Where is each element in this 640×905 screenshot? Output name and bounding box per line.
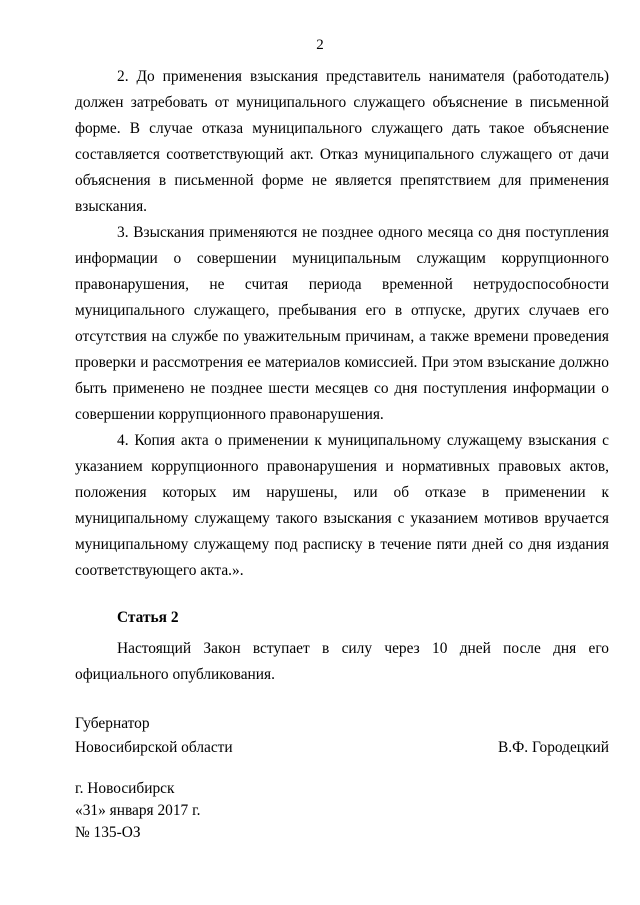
article-2-heading: Статья 2: [117, 609, 179, 626]
paragraph-3-text: 3. Взыскания применяются не позднее одного месяца со дня поступления информации о совершении муниципальным служащим коррупционного правонарушения, не считая периода временной нетрудоспособности муниципального служащего, пребывания его в отпуске, других случаев его отсутствия на службе по уважительным причинам, а также времени проведения проверки и рассмотрения ее материалов комиссией. При этом взыскание должно быть применено не позднее шести месяцев со дня поступления информации о совершении коррупционного правонарушения.: [75, 224, 609, 423]
document-number: № 135-ОЗ: [75, 824, 141, 841]
signatory-position-line2: Новосибирской области: [75, 739, 233, 756]
document-date: «31» января 2017 г.: [75, 802, 201, 819]
paragraph-3: [75, 220, 609, 428]
paragraph-4: [75, 428, 609, 584]
article-2-text: Настоящий Закон вступает в силу через 10 дней после дня его официального опубликования.: [75, 640, 609, 683]
signatory-position-line1: Губернатор: [75, 715, 150, 732]
signature-block: [75, 712, 609, 760]
signature-row: [75, 736, 609, 760]
place-date-number-block: [75, 778, 201, 844]
document-city: г. Новосибирск: [75, 780, 175, 797]
paragraph-2-text: 2. До применения взыскания представитель нанимателя (работодатель) должен затребовать от муниципального служащего объяснение в письменной форме. В случае отказа муниципального служащего дать такое объяснение составляется соответствующий акт. Отказ муниципального служащего от дачи объяснения в письменной форме не является препятствием для применения взыскания.: [75, 68, 609, 215]
paragraph-2: [75, 64, 609, 220]
article-2-body: [75, 636, 609, 688]
page-number: 2: [316, 37, 324, 53]
signatory-name: В.Ф. Городецкий: [497, 739, 609, 756]
paragraph-4-text: 4. Копия акта о применении к муниципальному служащему взыскания с указанием коррупционного правонарушения и нормативных правовых актов, положения которых им нарушены, или об отказе в применении к муниципальному служащему такого взыскания с указанием мотивов вручается муниципальному служащему под расписку в течение пяти дней со дня издания соответствующего акта.».: [75, 432, 609, 579]
